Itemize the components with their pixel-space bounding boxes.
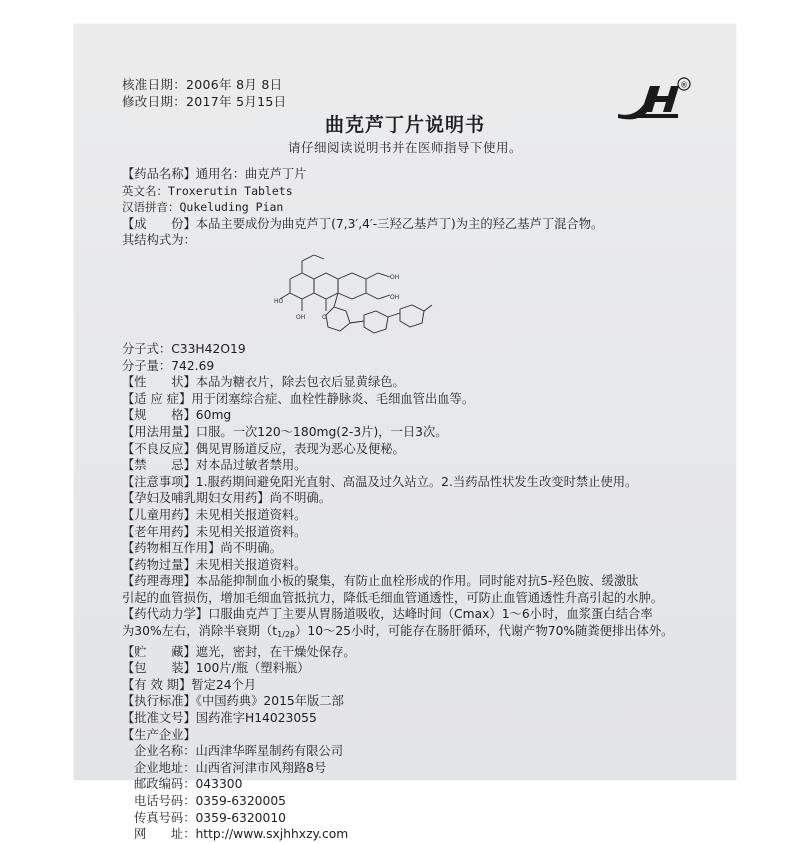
section-label: 【儿童用药】 <box>122 507 196 522</box>
section-row <box>122 727 726 744</box>
section-text: 60mg <box>195 408 232 423</box>
sections-group-1 <box>122 374 726 573</box>
section-row <box>122 660 726 677</box>
date-block <box>122 76 286 110</box>
section-label: 【禁 忌】 <box>122 458 196 473</box>
pharmacology-line1: 【药理毒理】本品能抑制血小板的聚集，有防止血栓形成的作用。同时能对抗5-羟色胺、缓激肽 <box>122 574 639 589</box>
section-row <box>122 457 726 474</box>
molecule-structure-icon <box>260 249 460 341</box>
company-name: 企业名称：山西津华晖星制药有限公司 <box>134 744 344 759</box>
section-text: 对本品过敏者禁用。 <box>195 458 307 473</box>
section-text: 口服。一次120～180mg(2-3片)，一日3次。 <box>195 424 448 439</box>
section-row <box>122 474 726 491</box>
revision-date: 修改日期：2017年 5月15日 <box>122 94 287 109</box>
pharmacokinetics-line2: 为30%左右，消除半衰期$(t_{1/2\beta})10\sim 25$小时，可能存在肠肝循环，代谢产物70%随粪便排出体外。 <box>122 624 674 640</box>
section-text: 遮光，密封，在干燥处保存。 <box>195 644 356 659</box>
section-row <box>122 391 726 408</box>
section-label: 【注意事项】 <box>122 474 196 489</box>
section-text: 国药准字H14023055 <box>195 711 317 726</box>
section-row <box>122 524 726 541</box>
section-label: 【批准文号】 <box>122 711 196 726</box>
section-row <box>122 374 726 391</box>
leaflet-sheet <box>74 24 736 842</box>
pharmacology-line2: 引起的血管损伤，增加毛细血管抵抗力，降低毛细血管通透性，可防止血管通透性升高引起的水肿。 <box>122 590 664 605</box>
registered-mark: ® <box>680 80 688 90</box>
structure-label: 其结构式为： <box>122 233 196 248</box>
section-row <box>122 407 726 424</box>
section-text: 未见相关报道资料。 <box>195 507 307 522</box>
svg-text:HO: HO <box>274 297 284 305</box>
section-text: 1.服药期间避免阳光直射、高温及过久站立。2.当药品性状发生改变时禁止使用。 <box>195 474 638 489</box>
sections-group-2 <box>122 644 726 744</box>
pharmacokinetics-line1: 【药代动力学】口服曲克芦丁主要从胃肠道吸收，达峰时间（Cmax）1～6小时，血浆蛋白结合率 <box>122 607 653 622</box>
document-title: 曲克芦丁片说明书 <box>324 114 485 136</box>
section-text: 尚不明确。 <box>220 541 282 556</box>
section-label: 【包 装】 <box>122 661 196 676</box>
company-website[interactable]: 网 址：http://www.sxjhhxzy.com <box>134 827 349 842</box>
section-row <box>122 677 726 694</box>
section-label: 【用法用量】 <box>122 424 196 439</box>
section-row <box>122 557 726 574</box>
section-text: 用于闭塞综合症、血栓性静脉炎、毛细血管出血等。 <box>191 391 475 406</box>
svg-text:O: O <box>322 313 327 321</box>
leaflet-body <box>122 166 726 843</box>
document-subtitle: 请仔细阅读说明书并在医师指导下使用。 <box>287 140 522 155</box>
section-text: 尚不明确。 <box>269 491 332 506</box>
section-label: 【适 应 症】 <box>122 391 192 406</box>
section-label: 【贮 藏】 <box>122 644 196 659</box>
section-text: 100片/瓶（塑料瓶） <box>195 661 310 676</box>
section-row <box>122 540 726 557</box>
section-label: 【药物相互作用】 <box>122 541 221 556</box>
section-label: 【药物过量】 <box>122 557 196 572</box>
section-label: 【生产企业】 <box>122 727 196 742</box>
section-text: 本品为糖衣片，除去包衣后显黄绿色。 <box>195 375 405 390</box>
company-address: 企业地址：山西省河津市风翔路8号 <box>134 760 327 775</box>
section-row <box>122 693 726 710</box>
section-text: 《中国药典》2015年版二部 <box>195 694 344 709</box>
section-label: 【孕妇及哺乳期妇女用药】 <box>122 491 270 506</box>
section-label: 【不良反应】 <box>122 441 196 456</box>
section-label: 【有 效 期】 <box>122 677 192 692</box>
drug-name-english: 英文名：Troxerutin Tablets <box>122 183 293 198</box>
company-postcode: 邮政编码：043300 <box>134 777 243 792</box>
section-label: 【性 状】 <box>122 375 196 390</box>
section-text: 未见相关报道资料。 <box>195 524 307 539</box>
molecular-weight: 分子量：742.69 <box>122 358 215 373</box>
section-row <box>122 441 726 458</box>
section-label: 【老年用药】 <box>122 524 196 539</box>
section-label: 【规 格】 <box>122 408 196 423</box>
company-fax: 传真号码：0359-6320010 <box>134 810 286 825</box>
section-row <box>122 490 726 507</box>
svg-text:OH: OH <box>296 313 306 321</box>
section-row <box>122 424 726 441</box>
svg-text:OH: OH <box>390 273 400 281</box>
composition: 【成 份】本品主要成份为曲克芦丁(7,3′,4′-三羟乙基芦丁)为主的羟乙基芦丁混合物。 <box>122 216 604 231</box>
company-info <box>122 743 726 843</box>
drug-name-common: 【药品名称】通用名：曲克芦丁片 <box>122 167 307 181</box>
svg-text:OH: OH <box>390 293 400 301</box>
approval-date: 核准日期：2006年 8月 8日 <box>122 77 283 92</box>
molecular-formula: 分子式：C33H42O19 <box>122 341 246 356</box>
section-text: 暂定24个月 <box>191 677 257 692</box>
company-phone: 电话号码：0359-6320005 <box>134 794 286 808</box>
section-row <box>122 507 726 524</box>
section-label: 【执行标准】 <box>122 694 196 709</box>
drug-name-pinyin: 汉语拼音：Qukeluding Pian <box>122 200 284 215</box>
section-row <box>122 644 726 661</box>
section-text: 偶见胃肠道反应，表现为恶心及便秘。 <box>195 441 405 456</box>
section-row <box>122 710 726 727</box>
structural-formula <box>122 249 726 341</box>
section-text: 未见相关报道资料。 <box>195 557 307 572</box>
